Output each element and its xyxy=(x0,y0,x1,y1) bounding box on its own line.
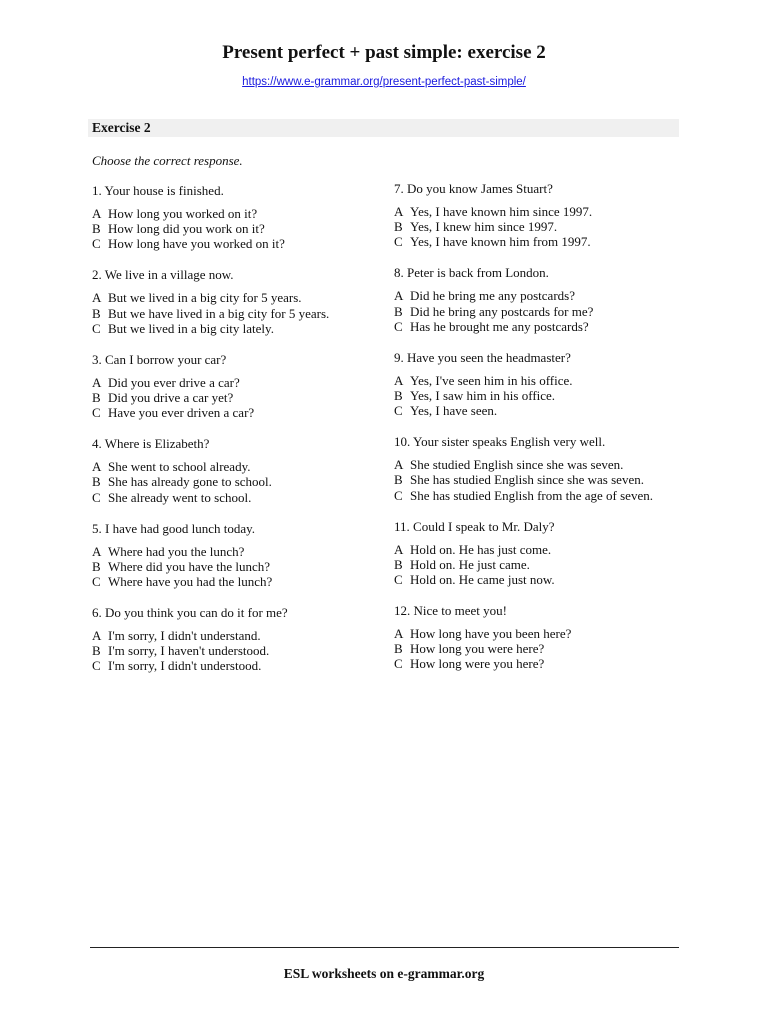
answer-option xyxy=(394,656,694,671)
option-letter: A xyxy=(394,204,404,219)
question-item xyxy=(92,605,392,689)
option-letter: B xyxy=(92,558,101,574)
option-letter: A xyxy=(394,541,404,557)
answer-option xyxy=(92,459,392,474)
answer-option xyxy=(394,626,694,641)
question-item xyxy=(92,267,392,351)
answer-options xyxy=(394,288,694,334)
option-text: Has he brought me any postcards? xyxy=(410,318,589,334)
answer-option xyxy=(92,221,392,236)
option-text: But we have lived in a big city for 5 years. xyxy=(108,305,330,321)
answer-option xyxy=(394,488,694,503)
question-prompt: 9. Have you seen the headmaster? xyxy=(394,349,571,365)
instructions: Choose the correct response. xyxy=(92,153,243,168)
answer-options xyxy=(394,373,694,419)
option-text: Yes, I've seen him in his office. xyxy=(410,372,573,388)
answer-option xyxy=(92,643,392,658)
question-prompt: 11. Could I speak to Mr. Daly? xyxy=(394,518,555,534)
answer-option xyxy=(394,641,694,656)
right-question-column xyxy=(394,181,694,687)
answer-options xyxy=(394,457,694,503)
option-letter: C xyxy=(92,489,101,505)
page-title: Present perfect + past simple: exercise 2 xyxy=(222,42,546,63)
answer-option xyxy=(394,219,694,234)
answer-option xyxy=(92,405,392,420)
option-text: Did he bring any postcards for me? xyxy=(410,303,594,319)
option-letter: B xyxy=(394,219,403,235)
option-text: How long have you been here? xyxy=(410,625,572,641)
answer-option xyxy=(394,373,694,388)
option-letter: B xyxy=(394,303,403,319)
answer-option xyxy=(394,204,694,219)
option-text: Where had you the lunch? xyxy=(108,543,245,559)
answer-option xyxy=(394,388,694,403)
answer-options xyxy=(394,626,694,672)
option-letter: B xyxy=(394,387,403,403)
answer-option xyxy=(394,457,694,472)
option-letter: A xyxy=(92,627,102,643)
option-letter: C xyxy=(92,573,101,589)
option-text: I'm sorry, I didn't understood. xyxy=(108,658,262,674)
option-text: Yes, I knew him since 1997. xyxy=(410,219,558,235)
option-letter: B xyxy=(92,389,101,405)
answer-option xyxy=(394,304,694,319)
answer-option xyxy=(92,658,392,673)
option-text: Did you drive a car yet? xyxy=(108,389,234,405)
option-text: How long you were here? xyxy=(410,641,545,657)
question-item xyxy=(92,521,392,605)
option-text: She went to school already. xyxy=(108,459,251,475)
answer-option xyxy=(394,288,694,303)
option-text: Yes, I saw him in his office. xyxy=(410,387,556,403)
option-text: Where did you have the lunch? xyxy=(108,558,271,574)
option-text: I'm sorry, I didn't understand. xyxy=(108,627,261,643)
answer-option xyxy=(394,542,694,557)
answer-options xyxy=(394,542,694,588)
question-item xyxy=(394,265,694,349)
option-text: She has studied English from the age of seven. xyxy=(410,487,653,503)
answer-option xyxy=(92,559,392,574)
option-text: Hold on. He came just now. xyxy=(410,571,555,587)
option-letter: C xyxy=(92,405,101,421)
question-prompt: 5. I have had good lunch today. xyxy=(92,520,256,536)
answer-options xyxy=(92,544,392,590)
question-item xyxy=(394,603,694,687)
option-text: How long you worked on it? xyxy=(108,206,258,221)
answer-option xyxy=(92,206,392,221)
option-text: Did you ever drive a car? xyxy=(108,374,240,390)
option-letter: C xyxy=(92,320,101,336)
option-letter: A xyxy=(394,625,404,641)
option-text: Have you ever driven a car? xyxy=(108,405,255,421)
option-text: Did he bring me any postcards? xyxy=(410,288,575,304)
option-letter: C xyxy=(394,487,403,503)
answer-options xyxy=(92,459,392,505)
answer-option xyxy=(92,290,392,305)
footer-divider xyxy=(90,947,679,948)
answer-options xyxy=(92,290,392,336)
option-letter: C xyxy=(92,658,101,674)
option-text: She has studied English since she was seven. xyxy=(410,472,644,488)
answer-option xyxy=(92,390,392,405)
answer-option xyxy=(92,236,392,251)
option-letter: C xyxy=(394,403,403,419)
option-letter: A xyxy=(394,372,404,388)
answer-option xyxy=(92,628,392,643)
answer-option xyxy=(92,375,392,390)
question-prompt: 12. Nice to meet you! xyxy=(394,602,507,618)
option-text: She already went to school. xyxy=(108,489,252,505)
option-text: Yes, I have seen. xyxy=(410,403,498,419)
option-text: How long did you work on it? xyxy=(108,221,265,237)
option-letter: C xyxy=(394,656,403,672)
option-letter: A xyxy=(92,206,102,221)
answer-options xyxy=(92,375,392,421)
question-item xyxy=(394,350,694,434)
option-letter: A xyxy=(92,459,102,475)
question-prompt: 4. Where is Elizabeth? xyxy=(92,436,210,452)
option-text: I'm sorry, I haven't understood. xyxy=(108,643,270,659)
answer-options xyxy=(92,206,392,252)
option-letter: B xyxy=(92,221,101,237)
option-text: She studied English since she was seven. xyxy=(410,457,624,473)
question-item xyxy=(394,434,694,518)
question-item xyxy=(92,352,392,436)
question-prompt: 10. Your sister speaks English very well. xyxy=(394,434,606,450)
answer-option xyxy=(92,474,392,489)
option-letter: A xyxy=(92,374,102,390)
question-prompt: 8. Peter is back from London. xyxy=(394,265,549,281)
section-heading: Exercise 2 xyxy=(92,120,151,135)
option-letter: A xyxy=(394,288,404,304)
option-letter: B xyxy=(92,474,101,490)
option-letter: A xyxy=(92,290,102,306)
option-letter: B xyxy=(394,641,403,657)
option-letter: C xyxy=(394,571,403,587)
option-letter: A xyxy=(92,543,102,559)
option-letter: B xyxy=(92,305,101,321)
source-link[interactable]: https://www.e-grammar.org/present-perfect-past-simple/ xyxy=(242,76,526,88)
option-text: How long were you here? xyxy=(410,656,545,672)
answer-option xyxy=(92,490,392,505)
option-text: Where have you had the lunch? xyxy=(108,573,273,589)
question-prompt: 6. Do you think you can do it for me? xyxy=(92,604,288,620)
footer-text: ESL worksheets on e-grammar.org xyxy=(283,966,485,981)
question-item xyxy=(92,436,392,520)
answer-option xyxy=(394,557,694,572)
option-letter: C xyxy=(394,318,403,334)
question-prompt: 3. Can I borrow your car? xyxy=(92,351,227,367)
option-text: But we lived in a big city for 5 years. xyxy=(108,290,302,306)
answer-option xyxy=(92,306,392,321)
question-item xyxy=(394,519,694,603)
question-item xyxy=(92,183,392,267)
option-text: How long have you worked on it? xyxy=(108,236,285,252)
option-text: Yes, I have known him since 1997. xyxy=(410,204,593,219)
answer-options xyxy=(394,204,694,250)
option-text: She has already gone to school. xyxy=(108,474,272,490)
option-letter: B xyxy=(394,472,403,488)
question-prompt: 2. We live in a village now. xyxy=(92,267,234,283)
answer-option xyxy=(394,234,694,249)
answer-option xyxy=(92,574,392,589)
option-text: But we lived in a big city lately. xyxy=(108,320,274,336)
left-question-column xyxy=(92,183,392,689)
question-prompt: 7. Do you know James Stuart? xyxy=(394,181,553,196)
section-bar xyxy=(88,119,679,137)
answer-option xyxy=(394,572,694,587)
option-text: Hold on. He has just come. xyxy=(410,541,552,557)
option-text: Hold on. He just came. xyxy=(410,556,530,572)
option-letter: C xyxy=(92,236,101,252)
option-letter: C xyxy=(394,234,403,250)
answer-options xyxy=(92,628,392,674)
answer-option xyxy=(394,472,694,487)
option-text: Yes, I have known him from 1997. xyxy=(410,234,591,250)
option-letter: A xyxy=(394,457,404,473)
question-item xyxy=(394,181,694,265)
question-prompt: 1. Your house is finished. xyxy=(92,183,224,198)
answer-option xyxy=(394,319,694,334)
option-letter: B xyxy=(394,556,403,572)
answer-option xyxy=(92,544,392,559)
answer-option xyxy=(394,403,694,418)
answer-option xyxy=(92,321,392,336)
option-letter: B xyxy=(92,643,101,659)
